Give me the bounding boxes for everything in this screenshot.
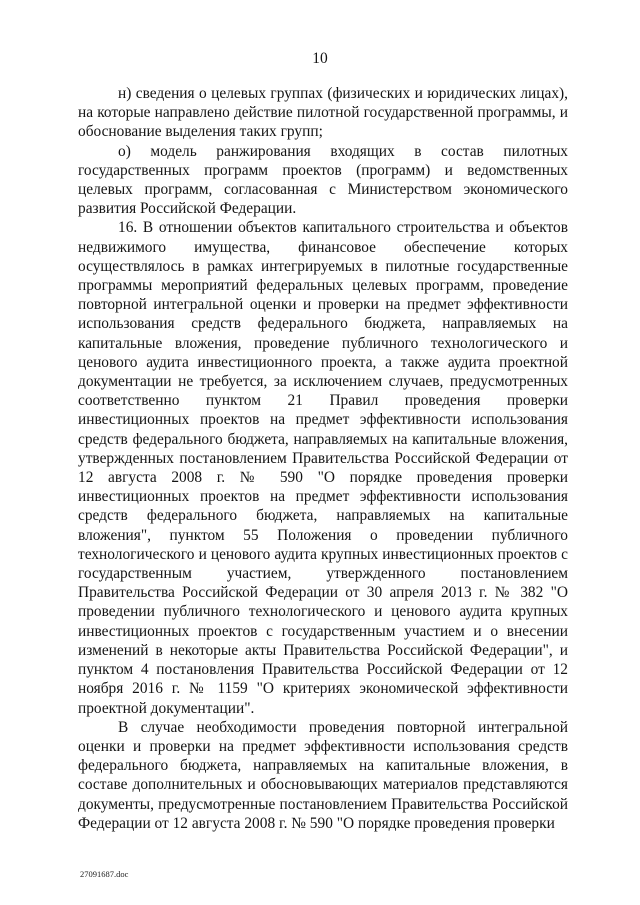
document-body (78, 84, 568, 833)
page-number: 10 (312, 50, 328, 67)
paragraph-repeat-assessment: В случае необходимости проведения повторной интегральной оценки и проверки на предмет эффективности использования средств федерального бюджета, направляемых на капитальные вложения, в составе дополнительных и обосновывающих материалов представляются документы, предусмотренные постановлением Правительства Российской Федерации от 12 августа 2008 г. № 590 "О порядке проведения проверки (78, 718, 568, 832)
paragraph-ranking-model: о) модель ранжирования входящих в состав пилотных государственных программ проектов (программ) и ведомственных целевых программ, согласованная с Министерством экономического развития Российской Федерации. (78, 142, 568, 218)
paragraph-section-16: 16. В отношении объектов капитального строительства и объектов недвижимого имущества, финансовое обеспечение которых осуществлялось в рамках интегрируемых в пилотные государственные программы мероприятий федеральных целевых программ, проведение повторной интегральной оценки и проверки на предмет эффективности использования средств федерального бюджета, направляемых на капитальные вложения, проведение публичного технологического и ценового аудита инвестиционного проекта, а также аудита проектной документации не требуется, за исключением случаев, предусмотренных соответственно пунктом 21 Правил проведения проверки инвестиционных проектов на предмет эффективности использования средств федерального бюджета, направляемых на капитальные вложения, утвержденных постановлением Правительства Российской Федерации от 12 августа 2008 г. № 590 "О порядке проведения проверки инвестиционных проектов на предмет эффективности использования средств федерального бюджета, направляемых на капитальные вложения", пунктом 55 Положения о проведении публичного технологического и ценового аудита крупных инвестиционных проектов с государственным участием, утвержденного постановлением Правительства Российской Федерации от 30 апреля 2013 г. № 382 "О проведении публичного технологического и ценового аудита крупных инвестиционных проектов с государственным участием и о внесении изменений в некоторые акты Правительства Российской Федерации", и пунктом 4 постановления Правительства Российской Федерации от 12 ноября 2016 г. № 1159 "О критериях экономической эффективности проектной документации". (78, 219, 568, 717)
paragraph-target-groups: н) сведения о целевых группах (физических и юридических лицах), на которые направлено действие пилотной государственной программы, и обоснование выделения таких групп; (78, 85, 568, 141)
footer-document-code: 27091687.doc (80, 869, 129, 879)
